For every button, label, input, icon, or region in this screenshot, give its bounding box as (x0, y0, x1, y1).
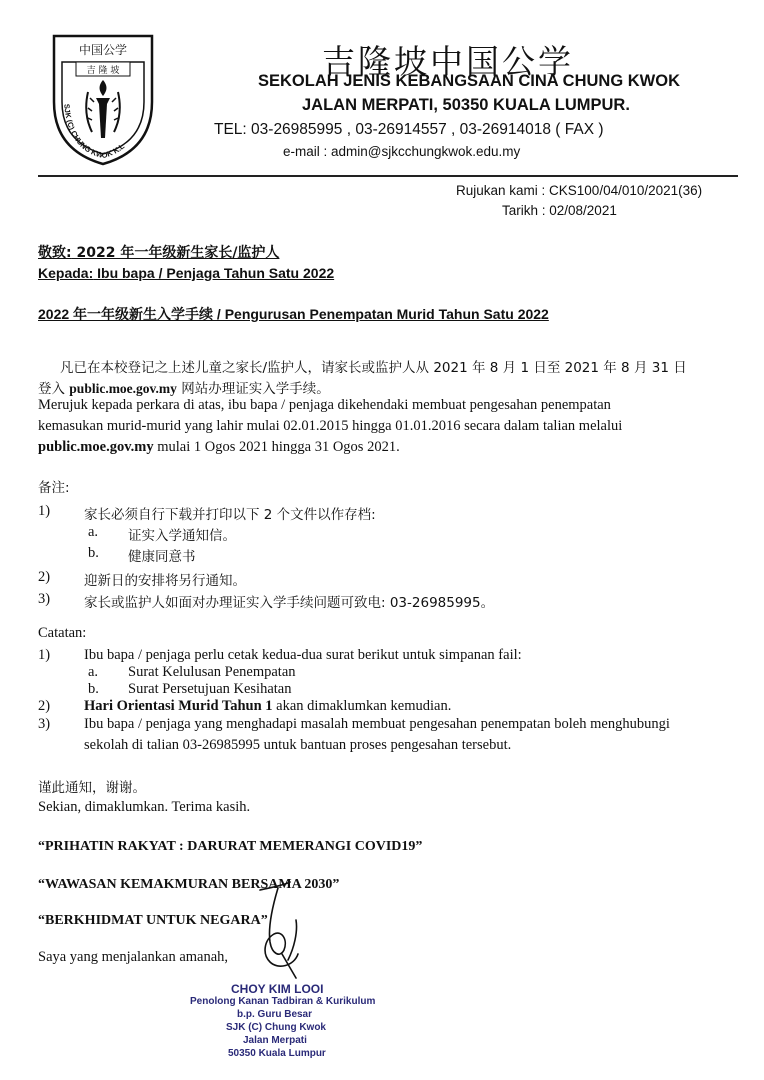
school-email: e-mail : admin@sjkcchungkwok.edu.my (283, 144, 521, 159)
school-name-malay: SEKOLAH JENIS KEBANGSAAN CINA CHUNG KWOK (258, 72, 680, 90)
body-my-line-3-post: mulai 1 Ogos 2021 hingga 31 Ogos 2021. (153, 439, 400, 455)
notes-my-num-2: 2) (38, 698, 51, 714)
school-telephone: TEL: 03-26985995 , 03-26914557 , 03-26914018 ( FAX ) (214, 121, 604, 138)
logo-ring-text: SJK (C) CHUNG KWOK K.L (62, 103, 127, 161)
notes-my-num-3: 3) (38, 716, 51, 732)
notes-my-item-2-post: akan dimaklumkan kemudian. (272, 698, 452, 714)
body-my-line-2: kemasukan murid-murid yang lahir mulai 02.01.2015 hingga 01.01.2016 secara dalam talian melalui (38, 418, 623, 434)
salutation-chinese (38, 242, 279, 262)
salutation-my-label: Kepada: (38, 265, 94, 281)
school-crest-logo (50, 32, 156, 166)
notes-my-num-1: 1) (38, 647, 51, 663)
handwritten-signature (238, 880, 328, 980)
notes-cn-item-3: 家长或监护人如面对办理证实入学手续问题可致电: 03-26985995。 (84, 595, 495, 611)
body-my-line-1: Merujuk kepada perkara di atas, ibu bapa / penjaga dikehendaki membuat pengesahan penempatan (38, 397, 611, 413)
notes-cn-num-1: 1) (38, 503, 51, 519)
notes-cn-item-1b: 健康同意书 (128, 549, 196, 565)
notes-my-item-1a: Surat Kelulusan Penempatan (128, 664, 296, 680)
notes-cn-item-2: 迎新日的安排将另行通知。 (84, 573, 246, 589)
school-address: JALAN MERPATI, 50350 KUALA LUMPUR. (302, 96, 630, 114)
notes-cn-item-1a: 证实入学通知信。 (128, 528, 236, 544)
letter-subject (38, 304, 549, 324)
slogan-1: “PRIHATIN RAKYAT : DARURAT MEMERANGI COVID19” (38, 839, 423, 854)
stamp-school: SJK (C) Chung Kwok (226, 1022, 326, 1033)
logo-band-text: 吉 隆 坡 (86, 66, 120, 76)
notes-my-label-b: b. (88, 681, 99, 697)
salutation-malay (38, 265, 334, 281)
notes-cn-item-1: 家长必须自行下载并打印以下 2 个文件以作存档: (84, 507, 376, 523)
closing-malay: Sekian, dimaklumkan. Terima kasih. (38, 799, 251, 815)
stamp-street: Jalan Merpati (243, 1035, 307, 1046)
body-cn-line-2 (38, 377, 330, 397)
header-divider (38, 175, 738, 177)
notes-my-heading: Catatan: (38, 625, 87, 641)
stamp-name: CHOY KIM LOOI (231, 982, 324, 996)
salutation-cn-text: 2022 年一年级新生家长/监护人 (71, 245, 280, 261)
school-name-chinese: 吉隆坡中国公学 (322, 42, 574, 81)
notes-cn-heading: 备注: (38, 480, 70, 496)
body-cn-line-1: 凡已在本校登记之上述儿童之家长/监护人，请家长或监护人从 2021 年 8 月 1 日至 2021 年 8 月 31 日 (60, 360, 687, 376)
notes-my-item-2-bold: Hari Orientasi Murid Tahun 1 (84, 698, 273, 714)
salutation-cn-label: 敬致: (38, 245, 72, 261)
logo-top-text: 中国公学 (78, 43, 128, 57)
body-cn-line-2-post: 网站办理证实入学手续。 (176, 381, 330, 397)
body-cn-line-2-pre: 登入 (38, 381, 70, 397)
notes-my-item-3-line-1: Ibu bapa / penjaga yang menghadapi masalah membuat pengesahan penempatan boleh menghubungi (84, 716, 670, 732)
letter-date: Tarikh : 02/08/2021 (502, 203, 617, 218)
notes-my-item-3-line-2: sekolah di talian 03-26985995 untuk bantuan proses pengesahan tersebut. (84, 737, 512, 753)
stamp-on-behalf: b.p. Guru Besar (237, 1009, 313, 1020)
notes-cn-label-a: a. (88, 524, 99, 540)
letter-subject-text: 2022 年一年级新生入学手续 / Pengurusan Penempatan Murid Tahun Satu 2022 (38, 306, 549, 322)
notes-my-label-a: a. (88, 664, 99, 680)
signoff: Saya yang menjalankan amanah, (38, 949, 229, 965)
stamp-city: 50350 Kuala Lumpur (228, 1048, 326, 1059)
notes-cn-num-2: 2) (38, 569, 51, 585)
closing-chinese: 谨此通知，谢谢。 (38, 780, 146, 796)
website-link-my: public.moe.gov.my (38, 439, 154, 455)
salutation-my-text: Ibu bapa / Penjaga Tahun Satu 2022 (93, 265, 335, 281)
notes-cn-num-3: 3) (38, 591, 51, 607)
website-link-cn: public.moe.gov.my (69, 381, 177, 396)
slogan-3: “BERKHIDMAT UNTUK NEGARA” (38, 913, 268, 928)
notes-my-item-1: Ibu bapa / penjaga perlu cetak kedua-dua surat berikut untuk simpanan fail: (84, 647, 522, 663)
notes-my-item-2 (84, 698, 451, 715)
slogan-2: “WAWASAN KEMAKMURAN BERSAMA 2030” (38, 877, 340, 892)
notes-my-item-1b: Surat Persetujuan Kesihatan (128, 681, 292, 697)
notes-cn-label-b: b. (88, 545, 99, 561)
stamp-title: Penolong Kanan Tadbiran & Kurikulum (190, 996, 376, 1007)
reference-number: Rujukan kami : CKS100/04/010/2021(36) (456, 183, 703, 198)
body-my-line-3 (38, 439, 400, 456)
